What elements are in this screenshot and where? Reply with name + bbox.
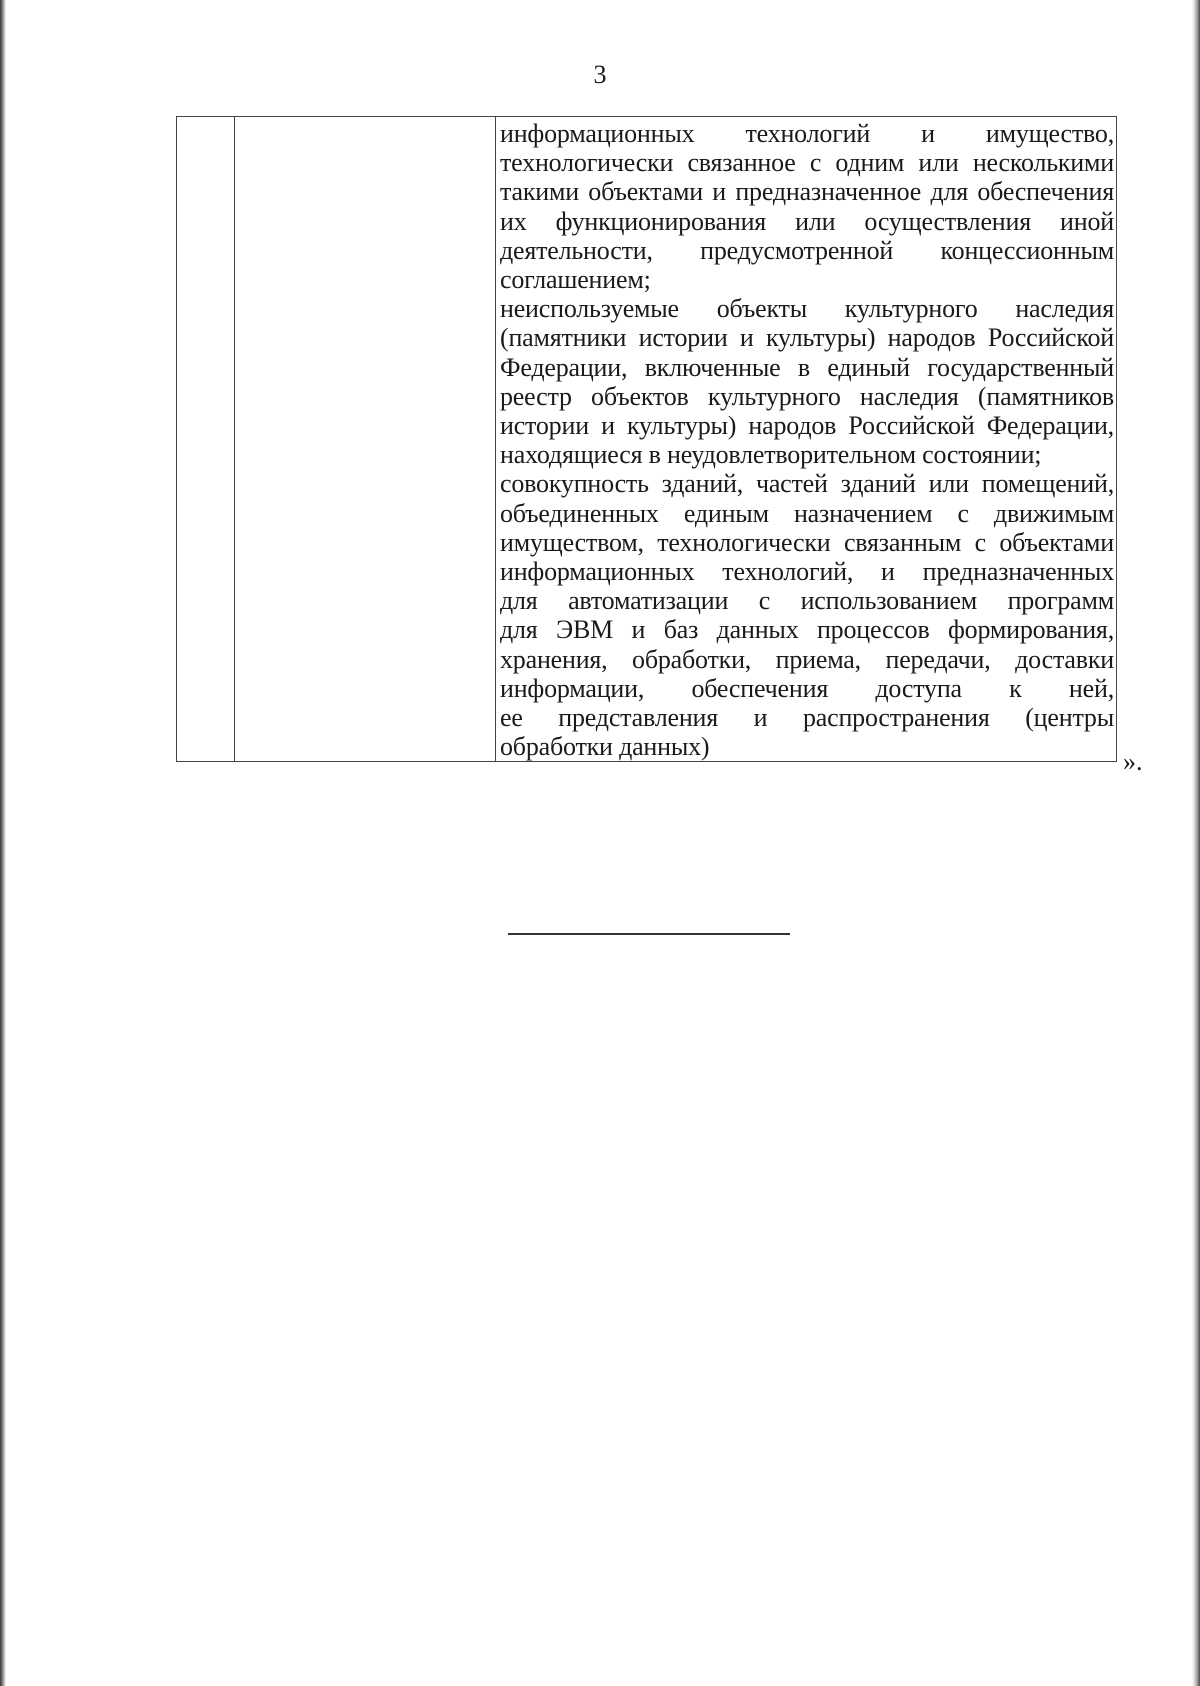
description-line: имуществом, технологически связанным с объектами [500,527,1114,557]
scan-edge-left [0,0,6,1686]
description-line: соглашением; [500,265,651,295]
description-line: для ЭВМ и баз данных процессов формирования, [500,615,1114,645]
scan-edge-right [1192,0,1200,1686]
description-line: совокупность зданий, частей зданий или помещений, [500,469,1114,499]
end-of-document-rule [508,933,790,935]
description-line: неиспользуемые объекты культурного наследия [500,294,1114,324]
description-line: хранения, обработки, приема, передачи, доставки [500,644,1114,674]
description-line: информационных технологий, и предназначенных [500,557,1114,587]
description-line: деятельности, предусмотренной концессионным [500,235,1114,265]
description-line: Федерации, включенные в единый государственный [500,352,1114,382]
description-line: обработки данных) [500,732,710,762]
description-line: информационных технологий и имущество, [500,119,1114,148]
description-line: (памятники истории и культуры) народов Российской [500,323,1114,353]
table-cell-description [496,117,1117,762]
description-line: для автоматизации с использованием программ [500,586,1114,616]
document-table [176,116,1117,762]
description-text [496,117,1116,761]
description-line: объединенных единым назначением с движимым [500,498,1114,528]
closing-quote: ». [1123,747,1143,776]
description-line: информации, обеспечения доступа к ней, [500,673,1114,703]
table-cell-category [235,117,496,762]
description-line: их функционирования или осуществления иной [500,206,1114,236]
description-line: такими объектами и предназначенное для обеспечения [500,177,1114,207]
table-cell-number [177,117,235,762]
table-row [177,117,1117,762]
page-number: 3 [593,60,607,89]
description-line: ее представления и распространения (центры [500,703,1114,733]
description-line: технологически связанное с одним или несколькими [500,148,1114,178]
description-line: находящиеся в неудовлетворительном состоянии; [500,440,1042,470]
description-line: реестр объектов культурного наследия (памятников [500,381,1114,411]
description-line: истории и культуры) народов Российской Федерации, [500,411,1114,441]
